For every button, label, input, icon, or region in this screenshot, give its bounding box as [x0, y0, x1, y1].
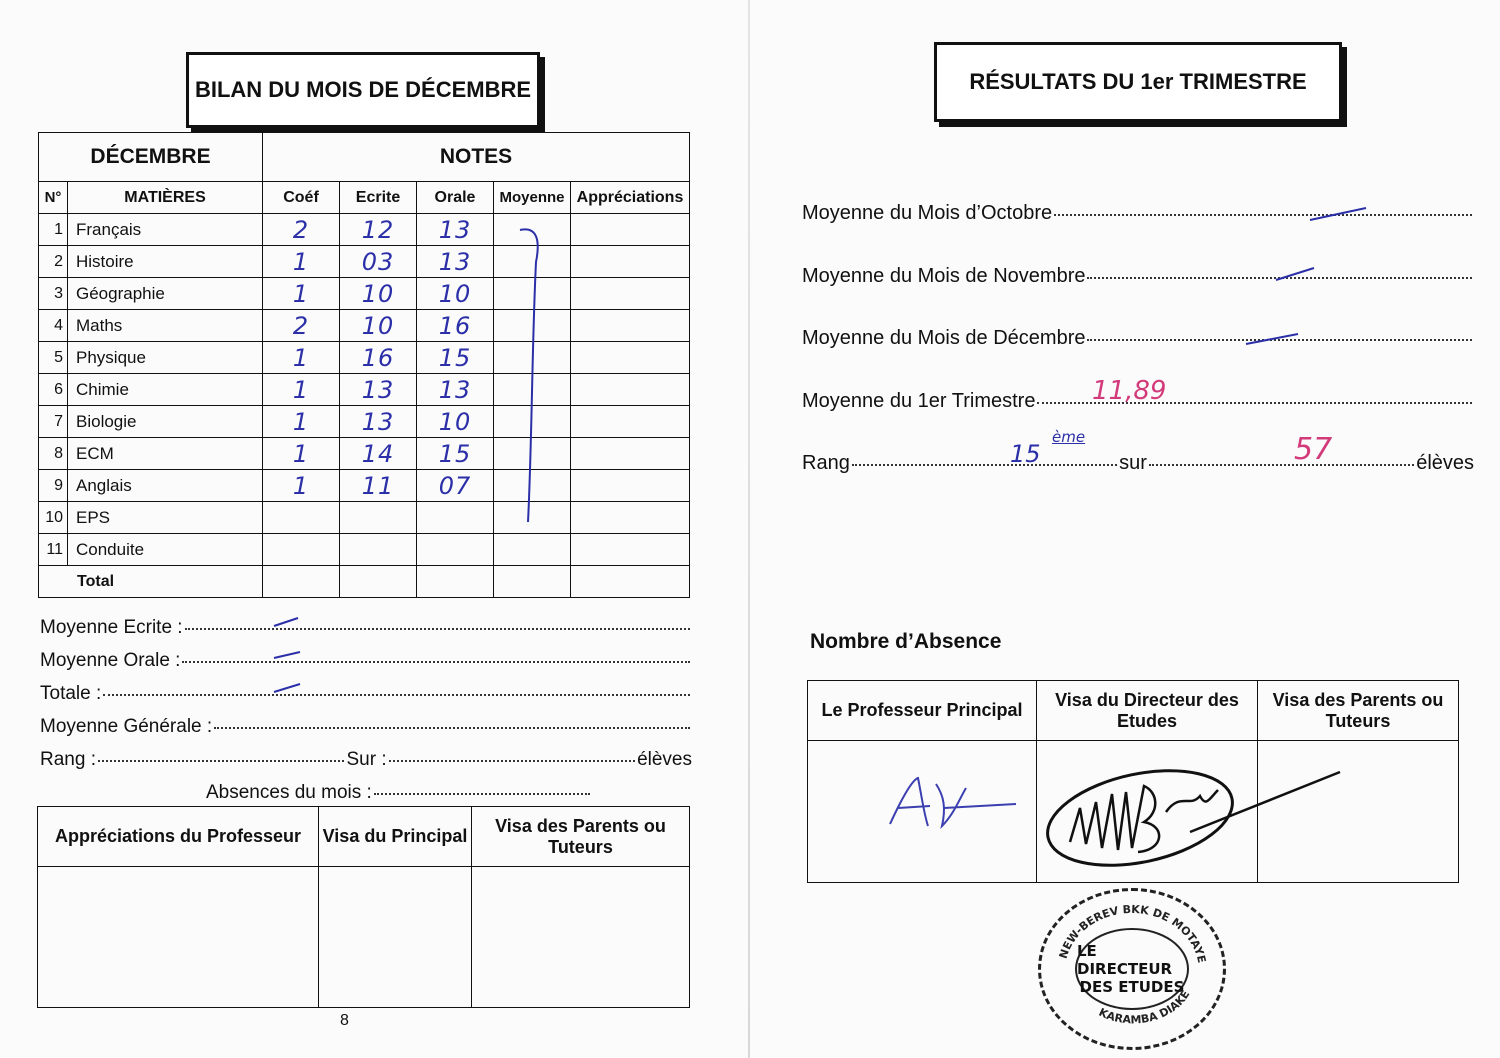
- rang-trimestre-line: [802, 452, 1474, 475]
- row-appreciation: [571, 278, 690, 310]
- row-subject: Géographie: [68, 278, 263, 310]
- absences-line: [206, 782, 592, 804]
- dotted-line: [214, 727, 690, 729]
- row-subject: Physique: [68, 342, 263, 374]
- row-orale: 15: [417, 342, 494, 374]
- moyenne-handwritten-stroke: [510, 222, 550, 532]
- row-ecrite: 11: [340, 470, 417, 502]
- visa-parents-cell: [472, 867, 690, 1008]
- row-appreciation: [571, 438, 690, 470]
- row-ecrite: 10: [340, 310, 417, 342]
- sur-value: 57: [1294, 432, 1333, 467]
- row-subject: Histoire: [68, 246, 263, 278]
- stamp-ring-bottom: KARAMBA DIAKE: [1096, 987, 1193, 1027]
- moy-novembre-line: [802, 265, 1474, 288]
- col-moyenne: Moyenne: [494, 182, 571, 214]
- rang-value: 15: [1010, 440, 1041, 468]
- row-coef: 2: [263, 310, 340, 342]
- rang-suffix: ème: [1052, 428, 1086, 446]
- col-orale: Orale: [417, 182, 494, 214]
- row-number: 8: [39, 438, 68, 470]
- row-subject: Français: [68, 214, 263, 246]
- moy-octobre-line: [802, 202, 1474, 225]
- grades-table: [38, 132, 690, 598]
- moy-octobre-label: Moyenne du Mois d’Octobre: [802, 202, 1053, 224]
- row-number: 4: [39, 310, 68, 342]
- row-coef: 1: [263, 438, 340, 470]
- row-ecrite: 10: [340, 278, 417, 310]
- notes-header: NOTES: [263, 133, 690, 182]
- row-appreciation: [571, 342, 690, 374]
- row-coef: [263, 502, 340, 534]
- visa-principal-header: Visa du Principal: [319, 807, 472, 867]
- table-row: [39, 470, 690, 502]
- row-orale: 13: [417, 214, 494, 246]
- moyenne-generale-label: Moyenne Générale :: [40, 716, 213, 737]
- moyenne-generale-line: [40, 716, 692, 738]
- stamp-ring-top: NEW-BEREV BKK DE MOTAYE: [1056, 902, 1209, 965]
- col-subject: MATIÈRES: [68, 182, 263, 214]
- row-appreciation: [571, 246, 690, 278]
- row-coef: 1: [263, 278, 340, 310]
- row-appreciation: [571, 310, 690, 342]
- svg-text:KARAMBA DIAKE: [1097, 988, 1193, 1026]
- trimestre-dashes: [1240, 200, 1370, 350]
- row-ecrite: 13: [340, 374, 417, 406]
- row-appreciation: [571, 406, 690, 438]
- directeur-signature-icon: [1040, 752, 1360, 872]
- row-coef: 2: [263, 214, 340, 246]
- moyenne-ecrite-line: [40, 617, 692, 639]
- row-number: 9: [39, 470, 68, 502]
- row-orale: [417, 502, 494, 534]
- stamp-line2: DES ETUDES: [1079, 978, 1185, 996]
- moy-trimestre-label: Moyenne du 1er Trimestre: [802, 390, 1036, 412]
- moy-trimestre-value: 11,89: [1092, 376, 1167, 406]
- row-appreciation: [571, 534, 690, 566]
- row-subject: Chimie: [68, 374, 263, 406]
- visa-professeur-header: Appréciations du Professeur: [38, 807, 319, 867]
- row-number: 2: [39, 246, 68, 278]
- row-coef: 1: [263, 374, 340, 406]
- dotted-line: [98, 760, 344, 762]
- moy-decembre-label: Moyenne du Mois de Décembre: [802, 327, 1086, 349]
- table-row: [39, 374, 690, 406]
- row-number: 3: [39, 278, 68, 310]
- handwritten-dashes: [268, 612, 308, 702]
- dotted-line: [374, 793, 590, 795]
- row-moyenne: [494, 534, 571, 566]
- row-number: 10: [39, 502, 68, 534]
- table-row: [39, 438, 690, 470]
- table-row: [39, 406, 690, 438]
- row-subject: Anglais: [68, 470, 263, 502]
- row-orale: [417, 534, 494, 566]
- left-title: [186, 52, 540, 128]
- row-ecrite: 14: [340, 438, 417, 470]
- absences-label: Absences du mois :: [206, 782, 372, 803]
- total-label: Total: [39, 566, 263, 598]
- row-appreciation: [571, 214, 690, 246]
- row-orale: 16: [417, 310, 494, 342]
- row-number: 6: [39, 374, 68, 406]
- month-header: DÉCEMBRE: [39, 133, 263, 182]
- row-ecrite: [340, 534, 417, 566]
- row-orale: 10: [417, 278, 494, 310]
- row-number: 7: [39, 406, 68, 438]
- prof-principal-header: Le Professeur Principal: [808, 681, 1037, 741]
- rang-trimestre-label: Rang: [802, 452, 850, 474]
- dotted-line: [389, 760, 635, 762]
- table-row: [39, 502, 690, 534]
- dotted-line: [1149, 464, 1414, 466]
- row-coef: 1: [263, 246, 340, 278]
- stamp-line1: LE DIRECTEUR: [1077, 942, 1173, 978]
- totale-line: [40, 683, 692, 705]
- dotted-line: [185, 628, 690, 630]
- row-coef: [263, 534, 340, 566]
- row-orale: 10: [417, 406, 494, 438]
- left-title-text: BILAN DU MOIS DE DÉCEMBRE: [194, 77, 532, 102]
- row-orale: 13: [417, 246, 494, 278]
- row-number: 5: [39, 342, 68, 374]
- row-number: 11: [39, 534, 68, 566]
- dotted-line: [103, 694, 690, 696]
- sur-label: Sur :: [346, 749, 387, 770]
- moy-novembre-label: Moyenne du Mois de Novembre: [802, 265, 1086, 287]
- table-row: [39, 342, 690, 374]
- moy-decembre-line: [802, 327, 1474, 350]
- rang-line: [40, 749, 692, 771]
- row-ecrite: [340, 502, 417, 534]
- sur-trimestre-label: sur: [1119, 452, 1147, 474]
- left-visa-table: [37, 806, 690, 1008]
- totale-label: Totale :: [40, 683, 102, 704]
- row-ecrite: 16: [340, 342, 417, 374]
- row-appreciation: [571, 502, 690, 534]
- table-row: [39, 310, 690, 342]
- school-stamp: [1038, 888, 1226, 1050]
- eleves-label: élèves: [637, 749, 692, 770]
- rang-label: Rang :: [40, 749, 96, 770]
- row-coef: 1: [263, 342, 340, 374]
- row-subject: Maths: [68, 310, 263, 342]
- row-coef: 1: [263, 470, 340, 502]
- right-title: [934, 42, 1342, 122]
- col-no: N°: [39, 182, 68, 214]
- table-row: [39, 246, 690, 278]
- page-number-left: 8: [340, 1012, 349, 1029]
- table-row: [39, 214, 690, 246]
- row-coef: 1: [263, 406, 340, 438]
- right-title-text: RÉSULTATS DU 1er TRIMESTRE: [969, 69, 1307, 94]
- stamp-ring: [1041, 891, 1223, 1047]
- moyenne-orale-label: Moyenne Orale :: [40, 650, 181, 671]
- moyenne-orale-line: [40, 650, 692, 672]
- visa-directeur-header: Visa du Directeur des Etudes: [1037, 681, 1258, 741]
- row-subject: Conduite: [68, 534, 263, 566]
- col-coef: Coéf: [263, 182, 340, 214]
- visa-parents-header: Visa des Parents ou Tuteurs: [472, 807, 690, 867]
- dotted-line: [182, 661, 690, 663]
- moyenne-ecrite-label: Moyenne Ecrite :: [40, 617, 183, 638]
- row-ecrite: 03: [340, 246, 417, 278]
- visa-principal-cell: [319, 867, 472, 1008]
- visa-parents-tuteurs-header: Visa des Parents ou Tuteurs: [1258, 681, 1459, 741]
- row-appreciation: [571, 374, 690, 406]
- dotted-line: [852, 464, 1117, 466]
- total-row: [39, 566, 690, 598]
- row-orale: 15: [417, 438, 494, 470]
- col-appreciations: Appréciations: [571, 182, 690, 214]
- eleves-trimestre-label: élèves: [1416, 452, 1475, 474]
- row-orale: 07: [417, 470, 494, 502]
- page-spine: [748, 0, 750, 1058]
- table-row: [39, 534, 690, 566]
- svg-text:NEW-BEREV BKK DE MOTAYE: [1057, 903, 1209, 964]
- table-row: [39, 278, 690, 310]
- row-subject: Biologie: [68, 406, 263, 438]
- col-ecrite: Ecrite: [340, 182, 417, 214]
- row-subject: ECM: [68, 438, 263, 470]
- visa-professeur-cell: [38, 867, 319, 1008]
- prof-signature-icon: [884, 768, 1024, 838]
- row-number: 1: [39, 214, 68, 246]
- row-appreciation: [571, 470, 690, 502]
- row-subject: EPS: [68, 502, 263, 534]
- row-orale: 13: [417, 374, 494, 406]
- row-ecrite: 13: [340, 406, 417, 438]
- row-ecrite: 12: [340, 214, 417, 246]
- absence-title: Nombre d’Absence: [810, 630, 1002, 653]
